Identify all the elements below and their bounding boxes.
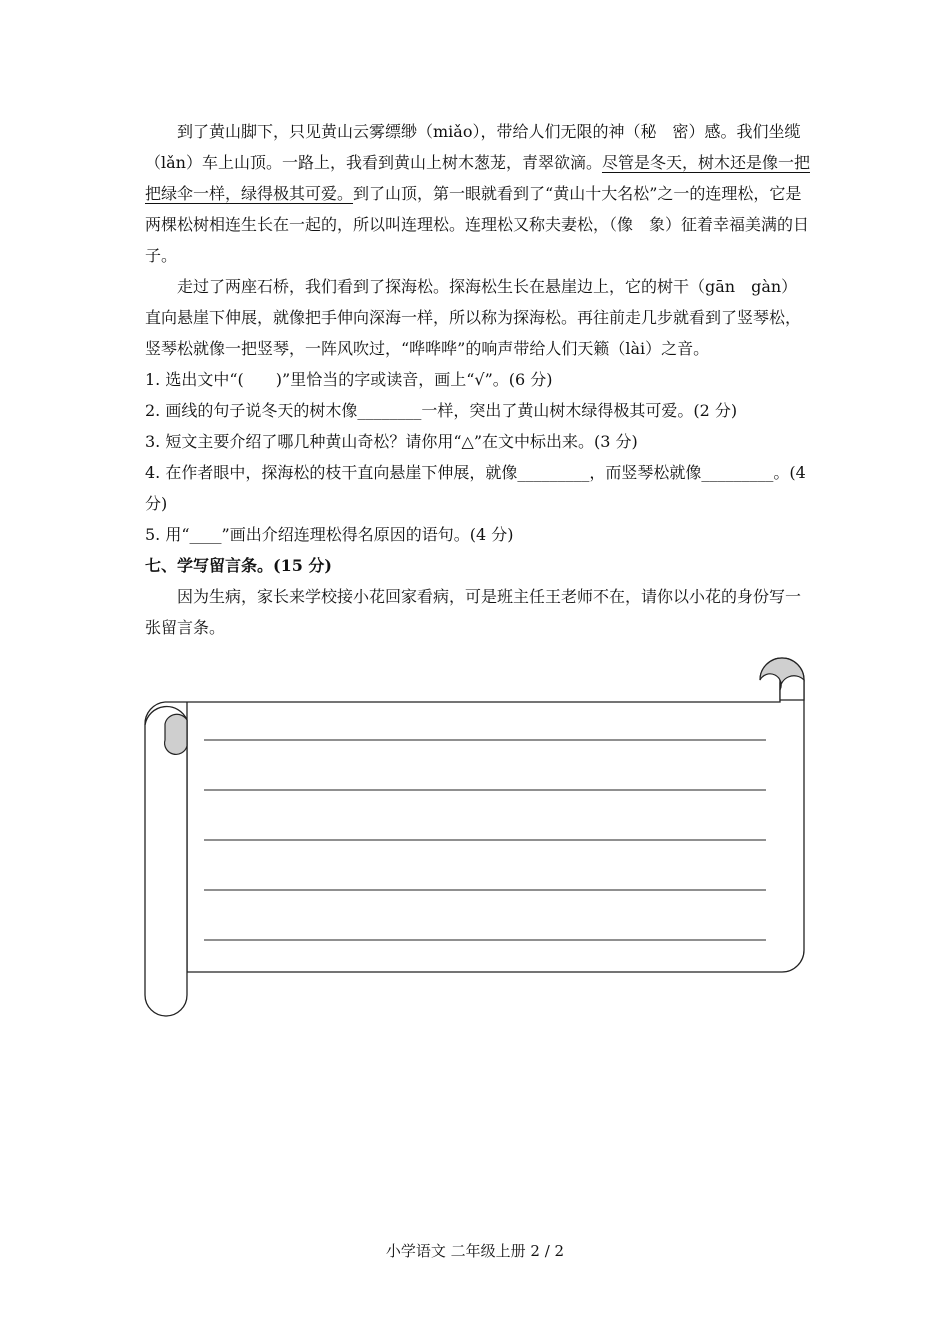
underlined-sentence: 尽管是冬天，树木还是像一把把绿伞一样，绿得极其可爱。 xyxy=(145,153,810,203)
scroll-sheet xyxy=(165,676,804,972)
writing-prompt: 因为生病，家长来学校接小花回家看病，可是班主任王老师不在，请你以小花的身份写一张留言条。 xyxy=(145,587,802,637)
passage-text: 到了山顶，第一眼就看到了“黄山十大名松”之一的连理松，它是两棵松树相连生长在一起的，所以叫连理松。连理松又称夫妻松，（像 象）征着幸福美满的日子。 xyxy=(145,184,810,265)
scroll-curl-left-shade xyxy=(165,714,187,754)
section-heading: 七、学写留言条。(15 分) xyxy=(145,556,332,575)
question-1: 1. 选出文中“( )”里恰当的字或读音，画上“√”。(6 分) xyxy=(145,370,553,389)
passage-paragraph-2: 走过了两座石桥，我们看到了探海松。探海松生长在悬崖边上，它的树干（gān gàn）直向悬崖下伸展，就像把手伸向深海一样，所以称为探海松。再往前走几步就看到了竖琴松，竖琴松就像一把竖琴，一阵风吹过，“哗哗哗”的响声带给人们天籁（lài）之音。 xyxy=(145,277,802,358)
question-3: 3. 短文主要介绍了哪几种黄山奇松？请你用“△”在文中标出来。(3 分) xyxy=(145,432,638,451)
question-2: 2. 画线的句子说冬天的树木像________一样，突出了黄山树木绿得极其可爱。(2 分) xyxy=(145,401,738,420)
page-footer: 小学语文 二年级上册 2 / 2 xyxy=(385,1242,565,1260)
question-5: 5. 用“____”画出介绍连理松得名原因的语句。(4 分) xyxy=(145,525,514,544)
question-4: 4. 在作者眼中，探海松的枝干直向悬崖下伸展，就像_________，而竖琴松就像_________。(4 分) xyxy=(145,463,806,513)
passage-text: 到了黄山脚下，只见黄山云雾缥缈（miǎo），带给人们无限的神（秘 密）感。我们坐缆（lǎn）车上山顶。一路上，我看到黄山上树木葱茏，青翠欲滴。 xyxy=(145,122,801,172)
